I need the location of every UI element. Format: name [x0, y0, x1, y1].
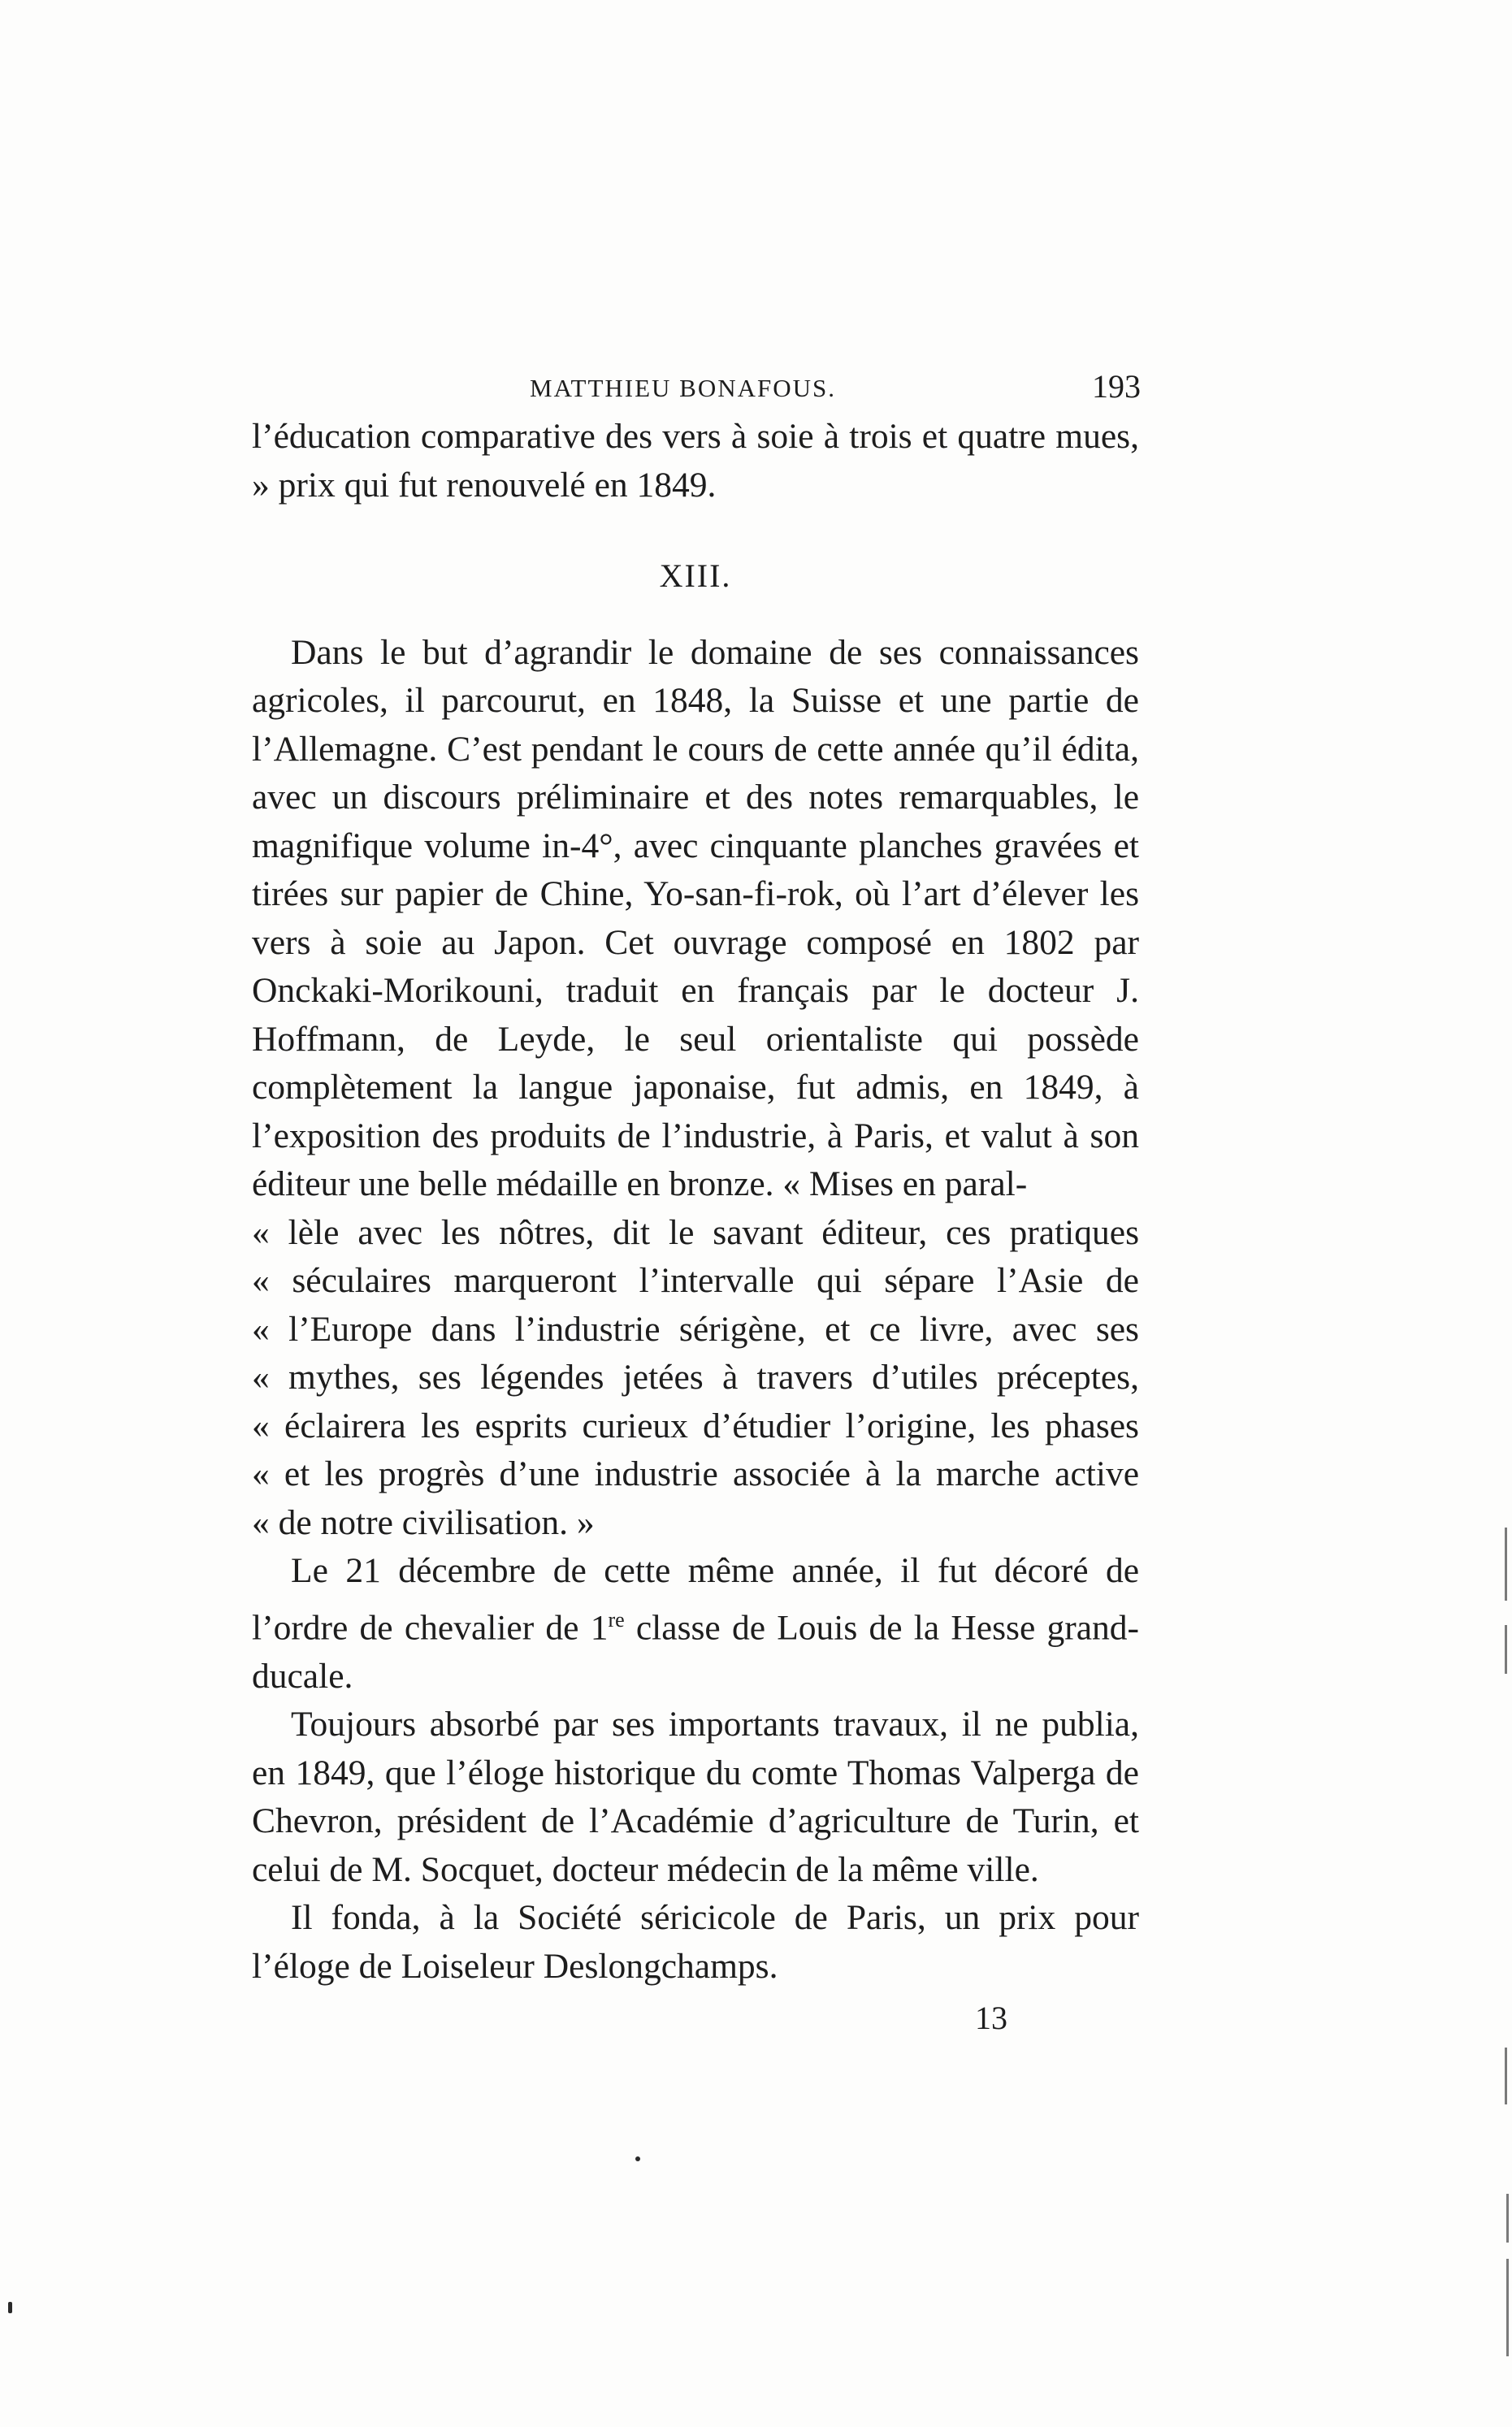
page-edge-mark — [1506, 2259, 1509, 2356]
ink-speck — [8, 2302, 12, 2313]
body-text — [252, 413, 1139, 1991]
paragraph-decoration — [252, 1547, 1139, 1701]
decoration-text-end: classe de Louis de la Hesse grand-ducale. — [252, 1608, 1140, 1696]
quotation-block — [252, 1209, 1139, 1548]
page-header — [253, 367, 1141, 416]
page-edge-mark — [1506, 2194, 1509, 2243]
page-edge-mark — [1505, 1528, 1507, 1601]
quote-line: « séculaires marqueront l’intervalle qui sépare l’Asie de — [252, 1261, 1139, 1300]
continuation-paragraph: l’éducation comparative des vers à soie à trois et quatre mues, » prix qui fut renouvelé en 1849. — [252, 417, 1139, 505]
paragraph-publications: Toujours absorbé par ses importants travaux, il ne publia, en 1849, que l’éloge historique du comte Thomas Valperga de Chevron, président de l’Académie d’agriculture de Turin, et celui de M. Socquet, docteur médecin de la même ville. — [252, 1705, 1139, 1889]
quote-line: « de notre civilisation. » — [252, 1502, 595, 1542]
decoration-text: Le 21 décembre de cette même année, il fut décoré de l’ordre de chevalier de 1 — [252, 1551, 1139, 1647]
running-head: MATTHIEU BONAFOUS. — [530, 374, 837, 402]
paragraph-journey: Dans le but d’agrandir le domaine de ses connaissances agricoles, il parcourut, en 1848, la Suisse et une partie de l’Allemagne. C’est pendant le cours de cette année qu’il édita, avec un discours préliminaire et des notes remarquables, le magnifique volume in-4°, avec cinquante planches gravées et tirées sur papier de Chine, Yo-san-fi-rok, où l’art d’élever les vers à soie au Japon. Cet ouvrage composé en 1802 par Onckaki-Morikouni, traduit en français par le docteur J. Hoffmann, de Leyde, le seul orientaliste qui possède complètement la langue japonaise, fut admis, en 1849, à l’exposition des produits de l’industrie, à Paris, et valut à son éditeur une belle médaille en bronze. « Mises en paral- — [252, 632, 1139, 1203]
paragraph-prize: Il fonda, à la Société séricicole de Paris, un prix pour l’éloge de Loiseleur Deslongchamps. — [252, 1898, 1139, 1986]
quote-line: « mythes, ses légendes jetées à travers d’utiles préceptes, — [252, 1358, 1139, 1397]
quote-line: « l’Europe dans l’industrie sérigène, et ce livre, avec ses — [252, 1309, 1139, 1349]
signature-mark: 13 — [975, 2000, 1007, 2036]
ink-speck — [635, 2156, 640, 2161]
page-edge-mark — [1505, 1625, 1507, 1674]
page-edge-mark — [1505, 2048, 1507, 2104]
page-number: 193 — [1092, 368, 1141, 405]
quote-line: « éclairera les esprits curieux d’étudier l’origine, les phases — [252, 1406, 1139, 1445]
section-heading: XIII. — [659, 557, 732, 594]
ordinal-superscript: re — [608, 1607, 625, 1632]
quote-line: « lèle avec les nôtres, dit le savant éditeur, ces pratiques — [252, 1212, 1139, 1252]
quote-line: « et les progrès d’une industrie associée à la marche active — [252, 1454, 1139, 1493]
